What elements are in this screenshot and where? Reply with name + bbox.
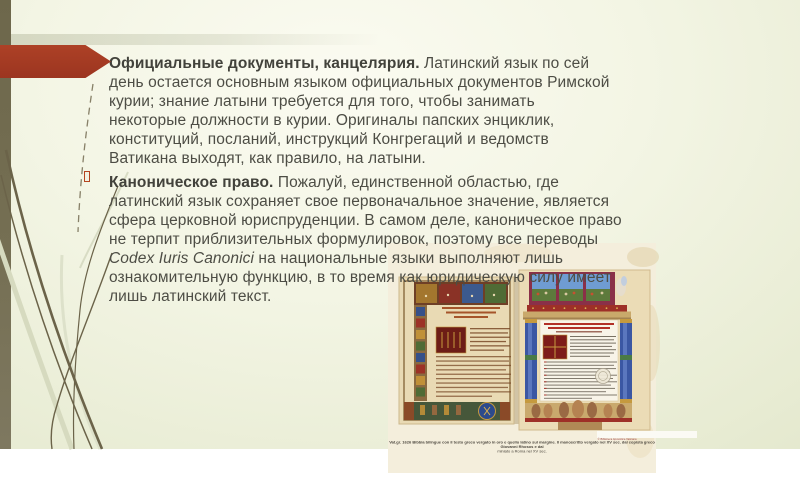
text-line: сфера церковной юриспруденции. В самом деле, каноническое право bbox=[109, 212, 622, 229]
photo-credit-label: © Biblioteca Apostolica Vaticana bbox=[597, 431, 697, 438]
text-line: Codex Iuris Canonici на национальные языки выполняют лишь bbox=[109, 250, 564, 267]
bullet-paragraph-canon-law bbox=[109, 173, 622, 306]
top-accent-band bbox=[0, 34, 400, 45]
text-line: лишь латинский текст. bbox=[109, 288, 272, 305]
text-line: не терпит приблизительных формулировок, поэтому все переводы bbox=[109, 231, 599, 248]
photo-caption bbox=[388, 440, 656, 454]
text-line: Каноническое право. Пожалуй, единственной областью, где bbox=[109, 174, 560, 191]
text-line: некоторые должности в курии. Оригиналы папских энциклик, bbox=[109, 112, 555, 129]
text-line: конституций, посланий, инструкций Конгрегаций и ведомств bbox=[109, 131, 549, 148]
bullet-paragraph-official-documents bbox=[109, 54, 622, 168]
text-line: ознакомительную функцию, в то время как юридическую силу имеет bbox=[109, 269, 612, 286]
text-line: день остается основным языком официальных документов Римской bbox=[109, 74, 610, 91]
arrow-bullet-icon bbox=[0, 45, 111, 78]
text-line: Ватикана выходят, как правило, на латыни. bbox=[109, 150, 426, 167]
square-bullet-icon bbox=[84, 171, 90, 182]
text-line: латинский язык сохраняет свое первоначальное значение, является bbox=[109, 193, 610, 210]
text-line: Официальные документы, канцелярия. Латинский язык по сей bbox=[109, 55, 590, 72]
text-line: курии; знание латыни требуется для того, чтобы занимать bbox=[109, 93, 535, 110]
caption-line-1: Vat.gr. 1626 Bibbia bilingue con il testo greco vergato in oro e quello latino sul margine. Il manoscritto vergato nel XV sec. dal copista greco Giovanni Rhosos e dal bbox=[389, 440, 655, 449]
slide-body-text bbox=[109, 54, 622, 306]
caption-line-2: miniato a Roma nel XV sec. bbox=[497, 449, 547, 454]
